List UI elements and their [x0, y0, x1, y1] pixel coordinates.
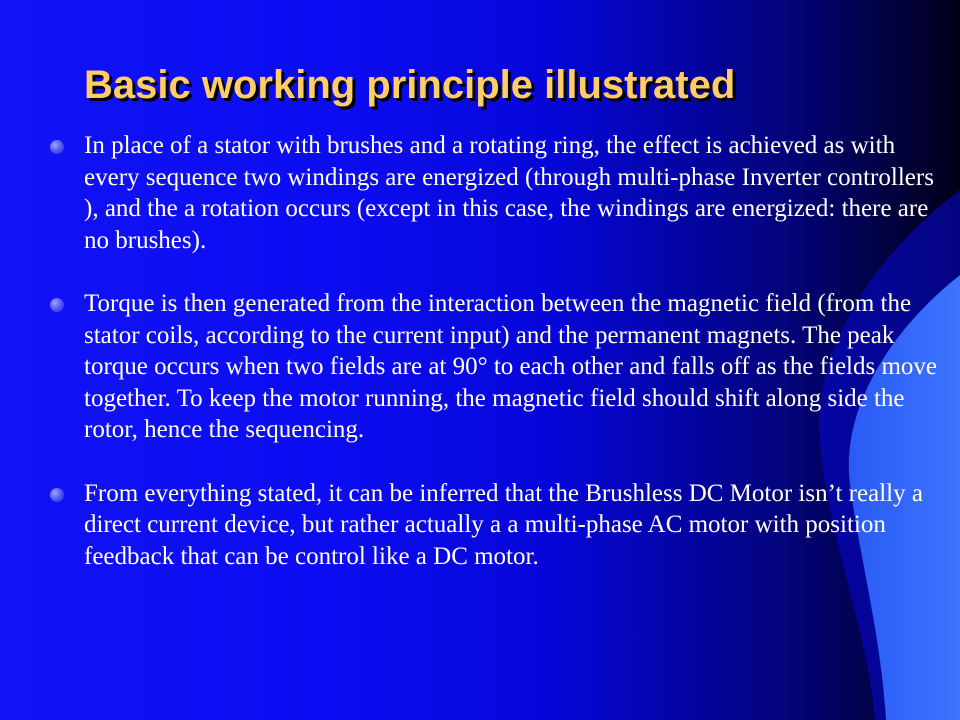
- bullet-text: From everything stated, it can be inferred that the Brushless DC Motor isn’t really a direct current device, but rather actually a a multi-phase AC motor with position feedback that can be control like a DC motor.: [84, 479, 923, 570]
- slide-title: Basic working principle illustrated: [84, 63, 736, 107]
- bullet-dot-icon: [50, 298, 64, 312]
- bullet-dot-icon: [50, 488, 64, 502]
- bullet-text: Torque is then generated from the interaction between the magnetic field (from the stator coils, according to the current input) and the permanent magnets. The peak torque occurs when two fields are at 90° to each other and falls off as the fields move together. To keep the motor running, the magnetic field should shift along side the rotor, hence the sequencing.: [84, 290, 938, 443]
- bullet-item: [50, 288, 950, 446]
- bullet-text: In place of a stator with brushes and a rotating ring, the effect is achieved as with every sequence two windings are energized (through multi-phase Inverter controllers ), and the a rotation occurs (except in this case, the windings are energized: there are no brushes).: [84, 132, 934, 254]
- bullet-list: [50, 130, 950, 572]
- bullet-item: [50, 478, 950, 573]
- bullet-dot-icon: [50, 140, 64, 154]
- bullet-item: [50, 130, 950, 256]
